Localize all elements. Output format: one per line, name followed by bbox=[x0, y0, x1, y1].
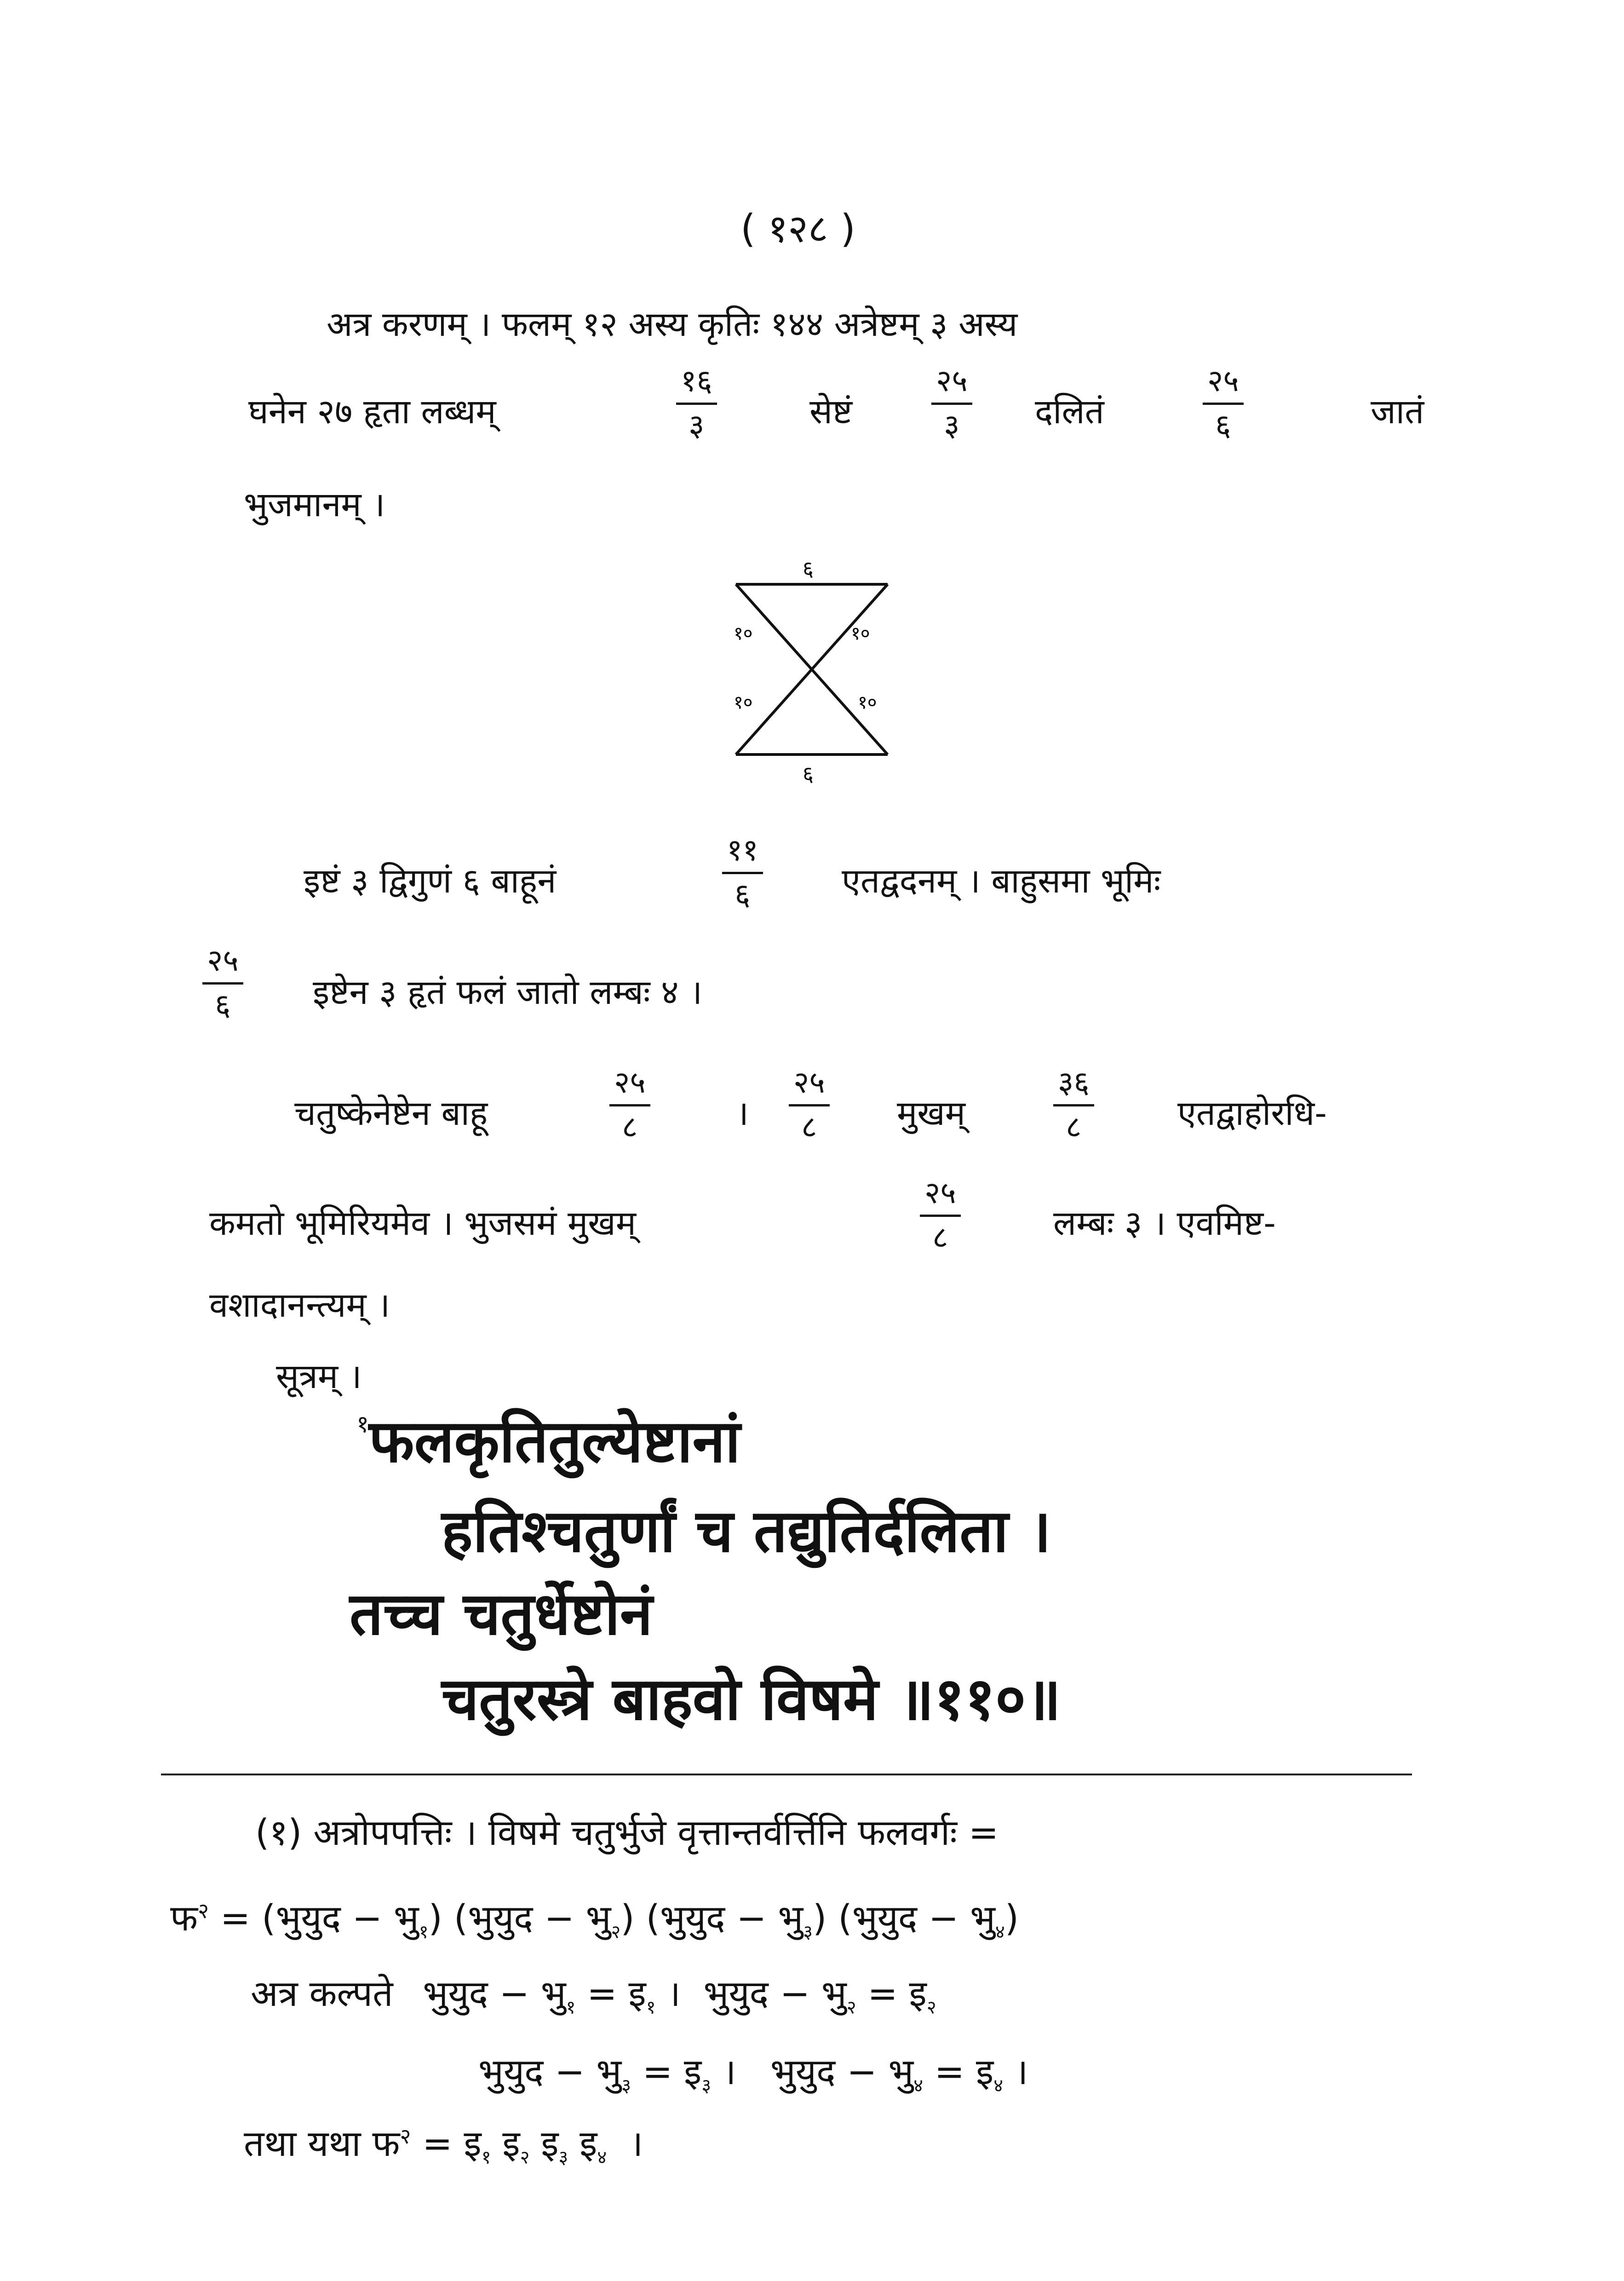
fraction-denominator: ८ bbox=[801, 1109, 817, 1145]
term-close: ) bbox=[620, 1898, 635, 1939]
eq-text: = इ bbox=[856, 1973, 927, 2015]
eq-index: ४ bbox=[913, 2075, 923, 2097]
figure-label-upper-left: १० bbox=[734, 623, 753, 644]
eq-index: २ bbox=[520, 2147, 530, 2168]
eq-text: = इ bbox=[411, 2123, 482, 2165]
fraction-numerator: २५ bbox=[1203, 366, 1244, 405]
verse-line-4: चतुरस्त्रे बाहवो विषमे ॥११०॥ bbox=[442, 1665, 1062, 1734]
term-index: ३ bbox=[803, 1921, 813, 1943]
para3-fraction-1 bbox=[609, 1065, 650, 1145]
footnote-line-3 bbox=[251, 1973, 936, 2018]
kalpate-text: अत्र कल्पते bbox=[251, 1973, 393, 2015]
para1-line2-c: दलितं bbox=[1035, 392, 1104, 432]
term-text: (भुयुद − भु bbox=[838, 1898, 995, 1939]
equation-1 bbox=[423, 1973, 656, 2018]
figure-label-lower-right: १० bbox=[858, 692, 877, 713]
verse-line-2: हतिश्चतुर्णां च तद्युतिर्दलिता । bbox=[442, 1497, 1051, 1566]
eq-index: २ bbox=[846, 1997, 856, 2018]
term-index: २ bbox=[611, 1921, 621, 1943]
tatha-yatha-text: तथा यथा फ bbox=[244, 2123, 400, 2165]
para3-line2-a: कमतो भूमिरियमेव । भुजसमं मुखम् bbox=[209, 1204, 636, 1243]
sutra-label: सूत्रम् । bbox=[276, 1357, 362, 1396]
fraction-numerator: २५ bbox=[202, 945, 243, 985]
eq-text: = इ bbox=[923, 2051, 994, 2093]
danda: । bbox=[607, 2123, 643, 2165]
fraction-denominator: ३ bbox=[944, 408, 960, 443]
eq-text: इ bbox=[491, 2123, 520, 2165]
fraction-denominator: ६ bbox=[215, 987, 231, 1023]
para3-fraction-2 bbox=[789, 1065, 830, 1145]
para3-line1-b: एतद्वाहोरधि- bbox=[1177, 1094, 1327, 1133]
fraction-denominator: ६ bbox=[1215, 408, 1231, 443]
eq-text: भुयुद − भु bbox=[423, 1973, 566, 2015]
figure-label-bottom: ६ bbox=[803, 761, 814, 786]
para1-line2-b: सेष्टं bbox=[809, 392, 853, 432]
footnote-line-4 bbox=[478, 2051, 1028, 2097]
eq-text: इ bbox=[529, 2123, 559, 2165]
para3-separator: । bbox=[736, 1094, 749, 1133]
para3-line2-b: लम्बः ३ । एवमिष्ट- bbox=[1053, 1204, 1276, 1243]
separator: । bbox=[655, 1973, 704, 2015]
fraction-denominator: ६ bbox=[735, 877, 751, 912]
fraction-numerator: ११ bbox=[722, 835, 763, 874]
eq-text: = इ bbox=[575, 1973, 646, 2015]
term-4 bbox=[838, 1898, 1019, 1943]
eq-text: भुयुद − भु bbox=[703, 1973, 847, 2015]
term-close: ) bbox=[428, 1898, 442, 1939]
term-text: (भुयुद − भु bbox=[453, 1898, 611, 1939]
para2-line2: इष्टेन ३ हृतं फलं जातो लम्बः ४ । bbox=[313, 973, 703, 1012]
equals-sign: = bbox=[220, 1898, 251, 1939]
term-1 bbox=[262, 1898, 442, 1943]
footnote-line-2 bbox=[170, 1900, 1019, 1941]
eq-index: ३ bbox=[621, 2075, 631, 2097]
para1-line1: अत्र करणम् । फलम् १२ अस्य कृतिः १४४ अत्रेष्टम् ३ अस्य bbox=[327, 305, 1018, 344]
eq-index: २ bbox=[926, 1997, 936, 2018]
fraction-denominator: ३ bbox=[689, 408, 705, 443]
fraction-denominator: ८ bbox=[1066, 1109, 1082, 1145]
term-close: ) bbox=[1004, 1898, 1019, 1939]
footnote-line-5 bbox=[244, 2125, 643, 2167]
para1-fraction-2 bbox=[931, 363, 972, 443]
term-text: (भुयुद − भु bbox=[646, 1898, 803, 1939]
fraction-numerator: २५ bbox=[789, 1067, 830, 1106]
para2-fraction-2 bbox=[202, 943, 243, 1023]
para3-line1-a: चतुष्केनेष्टेन बाहू bbox=[294, 1094, 488, 1133]
verse-line-1 bbox=[356, 1407, 740, 1476]
figure-label-upper-right: १० bbox=[851, 623, 870, 644]
para1-fraction-3 bbox=[1203, 363, 1244, 443]
fraction-numerator: २५ bbox=[931, 366, 972, 405]
eq-text: भुयुद − भु bbox=[770, 2051, 914, 2093]
separator: । bbox=[711, 2051, 770, 2093]
term-index: १ bbox=[419, 1921, 429, 1943]
para1-line2-d: जातं bbox=[1371, 392, 1424, 432]
eq-index: ४ bbox=[597, 2147, 607, 2168]
square-exponent: २ bbox=[400, 2124, 411, 2149]
fraction-denominator: ८ bbox=[622, 1109, 638, 1145]
fraction-denominator: ८ bbox=[932, 1220, 948, 1255]
eq-index: १ bbox=[566, 1997, 576, 2018]
equation-4 bbox=[770, 2051, 1004, 2097]
term-text: (भुयुद − भु bbox=[262, 1898, 419, 1939]
para1-line2-a: घनेन २७ हृता लब्धम् bbox=[248, 392, 496, 432]
term-3 bbox=[646, 1898, 827, 1943]
para2-line1-a: इष्टं ३ द्विगुणं ६ बाहूनं bbox=[304, 861, 557, 901]
footnote-line-1: (१) अत्रोपपत्तिः । विषमे चतुर्भुजे वृत्तान्तर्वर्त्तिनि फलवर्गः = bbox=[255, 1812, 999, 1854]
eq-text: इ bbox=[568, 2123, 597, 2165]
figure-label-top: ६ bbox=[803, 557, 814, 581]
equation-2 bbox=[703, 1973, 936, 2018]
verse-line-1-text: फलकृतितुल्येष्टानां bbox=[369, 1407, 740, 1476]
para1-fraction-1 bbox=[676, 363, 717, 443]
danda: । bbox=[1003, 2051, 1028, 2093]
para1-line3: भुजमानम् । bbox=[244, 485, 385, 524]
para3-fraction-3 bbox=[1053, 1065, 1094, 1145]
verse-line-3: तच्च चतुर्धेष्टोनं bbox=[350, 1580, 653, 1648]
eq-index: १ bbox=[646, 1997, 656, 2018]
eq-index: १ bbox=[481, 2147, 491, 2168]
footnote-rule bbox=[161, 1774, 1412, 1775]
figure-label-lower-left: १० bbox=[734, 692, 753, 713]
fraction-numerator: २५ bbox=[609, 1067, 650, 1106]
fraction-numerator: १६ bbox=[676, 366, 717, 405]
square-exponent: २ bbox=[198, 1898, 209, 1923]
para2-line1-b: एतद्वदनम् । बाहुसमा भूमिः bbox=[842, 861, 1161, 901]
fraction-numerator: २५ bbox=[920, 1178, 961, 1217]
para3-fraction-4 bbox=[920, 1175, 961, 1255]
eq-text: भुयुद − भु bbox=[478, 2051, 622, 2093]
equation-3 bbox=[478, 2051, 712, 2097]
eq-index: ४ bbox=[993, 2075, 1004, 2097]
fraction-numerator: ३६ bbox=[1053, 1067, 1094, 1106]
eq-index: ३ bbox=[701, 2075, 712, 2097]
term-close: ) bbox=[813, 1898, 827, 1939]
term-2 bbox=[453, 1898, 635, 1943]
page-number: ( १२८ ) bbox=[740, 206, 855, 251]
para3-mukham: मुखम् bbox=[897, 1094, 966, 1133]
eq-index: ३ bbox=[558, 2147, 568, 2168]
term-index: ४ bbox=[995, 1921, 1005, 1943]
quadrilateral-figure bbox=[699, 557, 938, 787]
para3-line3: वशादानन्त्यम् । bbox=[209, 1285, 390, 1325]
fa-symbol: फ bbox=[170, 1898, 198, 1939]
eq-text: = इ bbox=[631, 2051, 702, 2093]
verse-footnote-marker: १ bbox=[356, 1411, 369, 1438]
para2-fraction-1 bbox=[722, 832, 763, 912]
